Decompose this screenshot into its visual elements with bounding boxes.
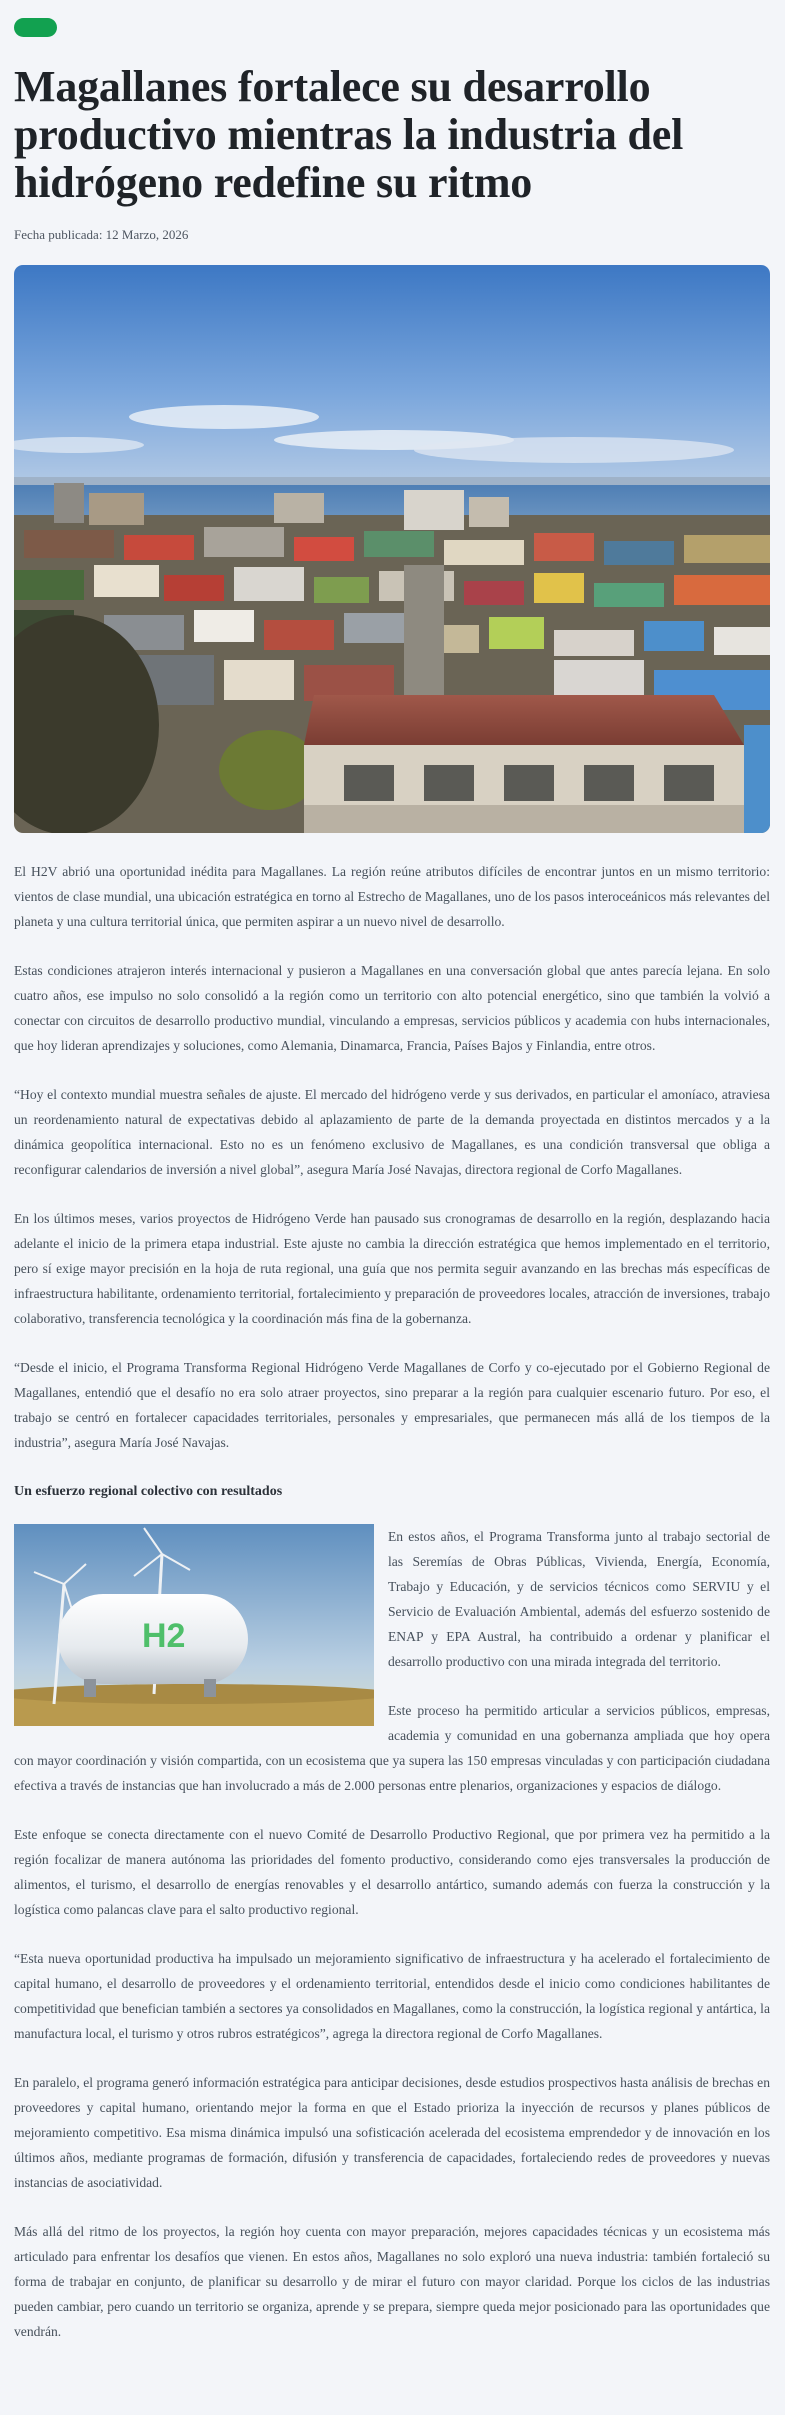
article-paragraph: Este enfoque se conecta directamente con el nuevo Comité de Desarrollo Productivo Regional, que por primera vez ha permitido a la región focalizar de manera autónoma las prioridades del fomento productivo, considerando como ejes transversales la producción de alimentos, el turismo, el desarrollo de energías renovables y el desarrollo antártico, sumando además con fuerza la construcción y la logística como palancas clave para el salto productivo regional. [14,1827,770,1917]
article-paragraph: En los últimos meses, varios proyectos de Hidrógeno Verde han pausado sus cronogramas de desarrollo en la región, desplazando hacia adelante el inicio de la primera etapa industrial. Este ajuste no cambia la dirección estratégica que hemos implementado en el territorio, pero sí exige mayor precisión en la hoja de ruta regional, una guía que nos permita seguir avanzando en las brechas más específicas de infraestructura habilitante, ordenamiento territorial, fortalecimiento y preparación de proveedores locales, atracción de inversiones, trabajo colaborativo, transferencia tecnológica y la coordinación más fina de la gobernanza. [14,1211,770,1326]
article-paragraph: Estas condiciones atrajeron interés internacional y pusieron a Magallanes en una conversación global que antes parecía lejana. En solo cuatro años, ese impulso no solo consolidó a la región como un territorio con alto potencial energético, sino que también la volvió a conectar con circuitos de desarrollo productivo mundial, vinculando a empresas, servicios públicos y academia con hubs internacionales, que hoy lideran aprendizajes y soluciones, como Alemania, Dinamarca, Francia, Países Bajos y Finlandia, entre otros. [14,963,770,1053]
article-paragraph: En paralelo, el programa generó información estratégica para anticipar decisiones, desde estudios prospectivos hasta análisis de brechas en proveedores y capital humano, orientando mejor la forma en que el Estado prioriza la inyección de recursos y planes públicos de mejoramiento competitivo. Esa misma dinámica impulsó una sofisticación acelerada del ecosistema emprendedor y de innovación en los últimos años, mediante programas de formación, difusión y transferencia de capacidades, fortaleciendo redes de proveedores y nuevas instancias de asociatividad. [14,2075,770,2190]
article-paragraph: Este proceso ha permitido articular a servicios públicos, empresas, academia y comunidad en una gobernanza ampliada que hoy opera con mayor coordinación y visión compartida, con un ecosistema que ya supera las 150 empresas vinculadas y con participación ciudadana efectiva a través de instancias que han involucrado a más de 2.000 personas entre plenarios, organizaciones y espacios de diálogo. [14,1703,770,1793]
section-heading: Un esfuerzo regional colectivo con resultados [14,1484,283,1499]
article-paragraph: El H2V abrió una oportunidad inédita para Magallanes. La región reúne atributos difíciles de encontrar juntos en un mismo territorio: vientos de clase mundial, una ubicación estratégica en torno al Estrecho de Magallanes, uno de los pasos interoceánicos más relevantes del planeta y una cultura territorial única, que permiten aspirar a un nuevo nivel de desarrollo. [14,864,770,929]
article-body [14,859,770,2344]
article-paragraph: En estos años, el Programa Transforma junto al trabajo sectorial de las Seremías de Obras Públicas, Vivienda, Energía, Economía, Trabajo y Educación, y de servicios técnicos como SERVIU y el Servicio de Evaluación Ambiental, además del esfuerzo sostenido de ENAP y EPA Austral, ha contribuido a ordenar y planificar el desarrollo productivo con una mirada integrada del territorio. [388,1529,770,1669]
category-badge[interactable] [14,18,57,37]
article-paragraph: “Desde el inicio, el Programa Transforma Regional Hidrógeno Verde Magallanes de Corfo y co-ejecutado por el Gobierno Regional de Magallanes, entendió que el desafío no era solo atraer proyectos, sino preparar a la región para cualquier escenario futuro. Por eso, el trabajo se centró en fortalecer capacidades territoriales, personales y empresariales, que permanecen más allá de los tiempos de la industria”, asegura María José Navajas. [14,1360,770,1450]
article-title: Magallanes fortalece su desarrollo productivo mientras la industria del hidrógeno redefine su ritmo [14,62,684,207]
article-paragraph: Más allá del ritmo de los proyectos, la región hoy cuenta con mayor preparación, mejores capacidades técnicas y un ecosistema más articulado para enfrentar los desafíos que vienen. En estos años, Magallanes no solo exploró una nueva industria: también fortaleció su forma de trabajar en conjunto, de planificar su desarrollo y de mirar el futuro con mayor claridad. Porque los ciclos de las industrias pueden cambiar, pero cuando un territorio se organiza, aprende y se prepara, siempre queda mejor posicionado para las oportunidades que vendrán. [14,2224,770,2339]
inset-image-hydrogen-tank [14,1524,374,1726]
hero-image-city-panorama [14,265,770,833]
article-paragraph: “Hoy el contexto mundial muestra señales de ajuste. El mercado del hidrógeno verde y sus derivados, en particular el amoníaco, atraviesa un reordenamiento natural de expectativas debido al aplazamiento de parte de la demanda proyectada en distintos mercados y a la dinámica geopolítica internacional. Esto no es un fenómeno exclusivo de Magallanes, es una condición transversal que obliga a reconfigurar calendarios de inversión a nivel global”, asegura María José Navajas, directora regional de Corfo Magallanes. [14,1087,770,1177]
article-paragraph: “Esta nueva oportunidad productiva ha impulsado un mejoramiento significativo de infraestructura y ha acelerado el fortalecimiento de capital humano, el desarrollo de proveedores y el ordenamiento territorial, entendidos desde el inicio como condiciones habilitantes de competitividad que benefician también a sectores ya consolidados en Magallanes, como la construcción, la logística regional y antártica, la manufactura local, el turismo y otros rubros estratégicos”, agrega la directora regional de Corfo Magallanes. [14,1951,770,2041]
publication-date: Fecha publicada: 12 Marzo, 2026 [14,227,189,242]
h2-logo-text: H2 [142,1617,186,1655]
